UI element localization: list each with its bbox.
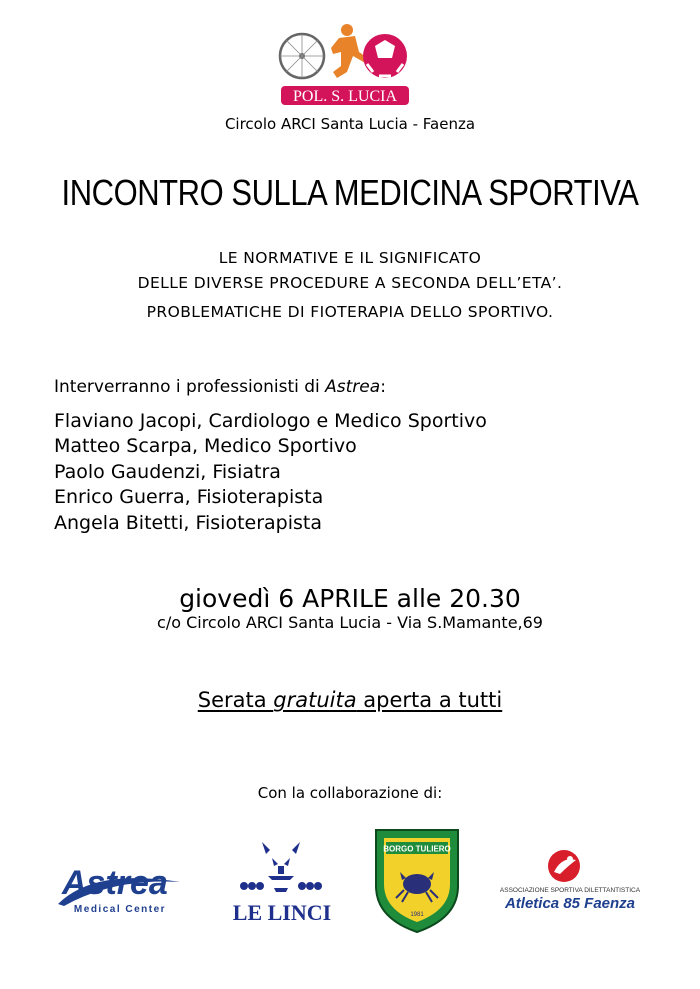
- speaker-item: Flaviano Jacopi, Cardiologo e Medico Sportivo: [54, 410, 487, 432]
- collaboration-label: Con la collaborazione di:: [257, 784, 443, 802]
- speakers-intro-org: Astrea: [325, 377, 381, 397]
- borgo-year: 1981: [410, 912, 424, 918]
- atletica-name: Atletica 85 Faenza: [504, 895, 636, 912]
- speakers-intro: [54, 377, 386, 397]
- speaker-item: Enrico Guerra, Fisioterapista: [54, 486, 324, 508]
- astrea-logo: [54, 848, 186, 918]
- subtitle-line-1: LE NORMATIVE E IL SIGNIFICATO: [218, 249, 482, 267]
- speakers-intro-prefix: Interverranno i professionisti di: [54, 377, 326, 397]
- event-venue: c/o Circolo ARCI Santa Lucia - Via S.Mamante,69: [157, 613, 543, 632]
- astrea-tagline: Medical Center: [73, 904, 167, 915]
- atletica-tagline: ASSOCIAZIONE SPORTIVA DILETTANTISTICA: [499, 887, 641, 894]
- linci-name: LE LINCI: [232, 900, 332, 925]
- pol-santa-lucia-logo: [275, 16, 415, 108]
- speaker-item: Matteo Scarpa, Medico Sportivo: [54, 435, 357, 457]
- subtitle-line-2: DELLE DIVERSE PROCEDURE A SECONDA DELL’ETA’.: [137, 274, 563, 292]
- event-date: giovedì 6 APRILE alle 20.30: [179, 584, 521, 613]
- free-evening-notice: [0, 688, 700, 712]
- free-part-3: aperta a tutti: [356, 688, 503, 712]
- subtitle-line-3: PROBLEMATICHE DI FIOTERAPIA DELLO SPORTIVO.: [146, 303, 554, 321]
- club-name: Circolo ARCI Santa Lucia - Faenza: [224, 115, 476, 133]
- free-part-1: Serata: [197, 688, 274, 712]
- logo-text: POL. S. LUCIA: [292, 88, 398, 105]
- atletica-85-faenza-logo: [490, 848, 650, 914]
- speakers-intro-suffix: :: [380, 377, 386, 397]
- free-part-2: gratuita: [273, 688, 357, 712]
- speaker-item: Paolo Gaudenzi, Fisiatra: [54, 461, 281, 483]
- page-title: INCONTRO SULLA MEDICINA SPORTIVA: [61, 172, 639, 213]
- speaker-item: Angela Bitetti, Fisioterapista: [54, 512, 323, 534]
- borgo-name: BORGO TULIERO: [383, 844, 451, 854]
- borgo-tuliero-logo: [372, 826, 462, 934]
- le-linci-logo: [220, 836, 344, 928]
- astrea-name: Astrea: [62, 864, 168, 902]
